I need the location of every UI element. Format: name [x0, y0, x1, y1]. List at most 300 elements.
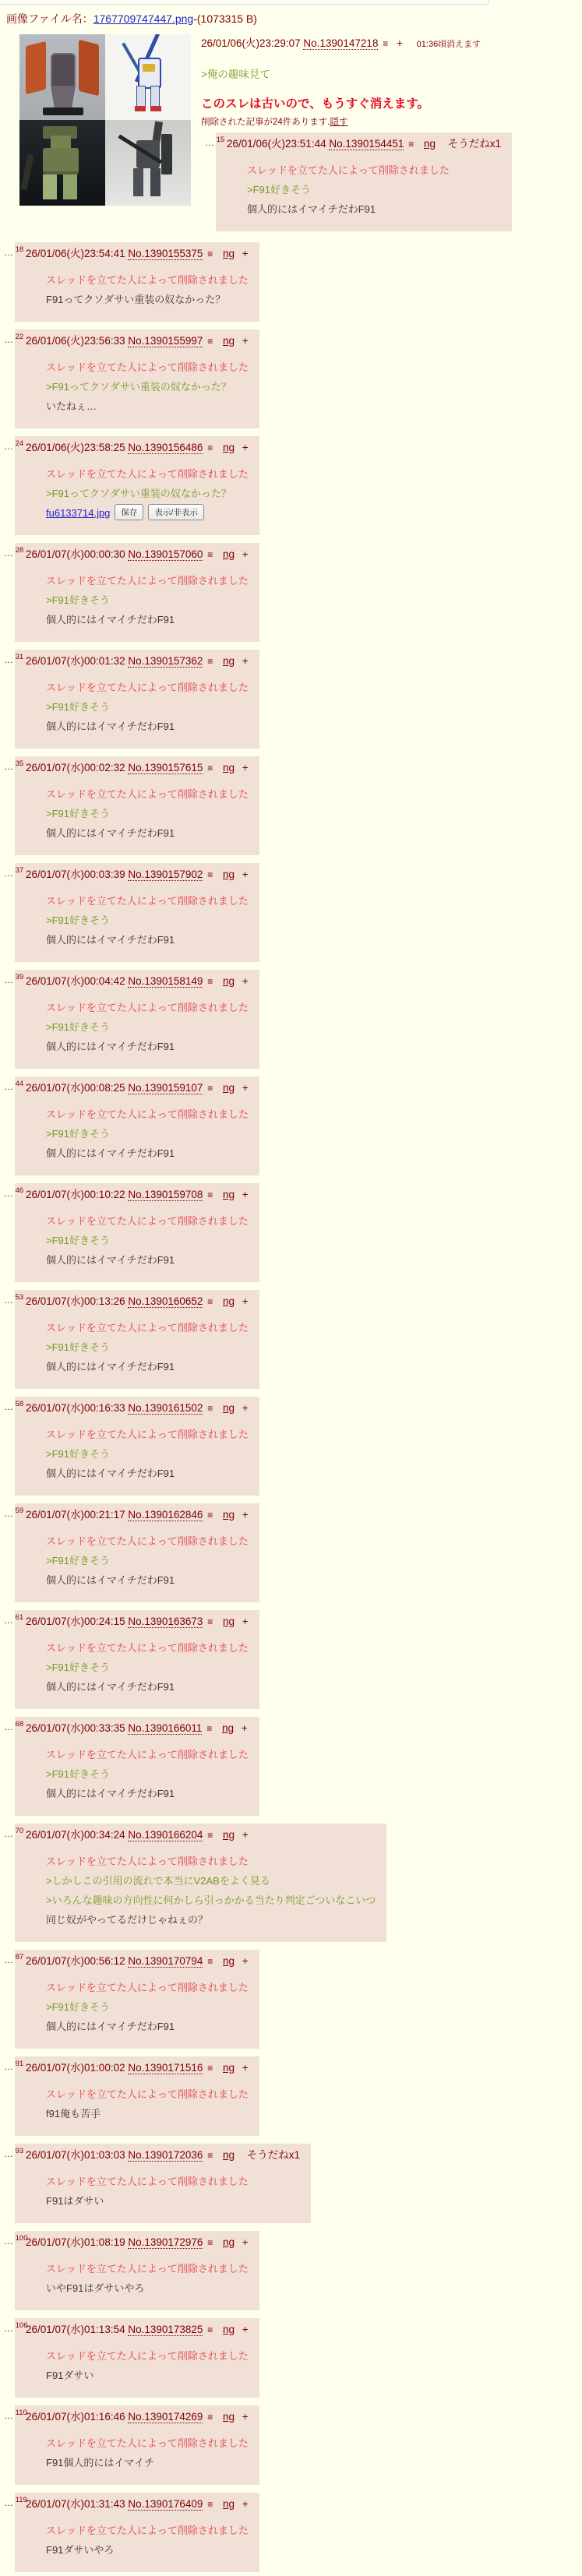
op-thumbnail-photo-grey-mecha	[105, 120, 191, 206]
reply-date: 26/01/06(火)23:56:33	[26, 335, 129, 347]
ng-link[interactable]: ng	[423, 138, 436, 150]
reply-post-number[interactable]: No.1390171516	[128, 2062, 203, 2074]
reply-post-number[interactable]: No.1390161502	[128, 1402, 203, 1414]
post-menu-icon[interactable]: ≡	[383, 38, 388, 49]
reply-date: 26/01/07(水)00:04:42	[26, 975, 129, 987]
reply-post	[4, 1610, 259, 1709]
deleted-notice-line: スレッドを立てた人によって削除されました	[46, 1982, 249, 1993]
post-menu-icon[interactable]: ≡	[207, 1296, 213, 1307]
quote-line: >F91好きそう	[46, 1128, 110, 1140]
file-link[interactable]: 1767709747447.png	[93, 12, 194, 25]
ng-link[interactable]: ng	[222, 869, 235, 880]
deleted-notice-line: スレッドを立てた人によって削除されました	[46, 2437, 249, 2449]
reply-header	[26, 1719, 249, 1735]
reply-body	[46, 891, 249, 950]
reply-body	[46, 1105, 249, 1163]
op-quote-text: >俺の趣味見て	[201, 69, 270, 80]
reply-post-number[interactable]: No.1390166011	[128, 1722, 203, 1734]
ng-link[interactable]: ng	[222, 1189, 235, 1200]
body-text-line: 同じ奴がやってるだけじゃねぇの？	[46, 1914, 209, 1926]
reply-counter: … $^{37}$	[4, 866, 24, 879]
deleted-notice-line: スレッドを立てた人によって削除されました	[46, 2263, 249, 2275]
ng-link[interactable]: ng	[222, 762, 235, 774]
quote-line: >F91好きそう	[46, 701, 110, 713]
reply-body	[46, 1978, 249, 2036]
reply-post	[205, 132, 512, 231]
reply-header	[26, 2321, 249, 2336]
body-text-line: 個人的にはイマイチだわF91	[46, 2021, 175, 2032]
ng-link[interactable]: ng	[222, 2411, 235, 2423]
reply-date: 26/01/07(水)00:16:33	[26, 1402, 129, 1414]
thread-expiry-warning: このスレは古いので、もうすぐ消えます。	[201, 97, 429, 111]
reply-body	[46, 1318, 249, 1376]
sodane-plus-button[interactable]: +	[242, 655, 249, 667]
reply-post-number[interactable]: No.1390173825	[128, 2324, 203, 2335]
post-menu-icon[interactable]: ≡	[207, 336, 213, 347]
ng-link[interactable]: ng	[222, 248, 235, 259]
reply-post	[4, 543, 259, 642]
reply-body	[46, 1531, 249, 1590]
reply-post-number[interactable]: No.1390157615	[128, 762, 203, 774]
reply-post-number[interactable]: No.1390172976	[128, 2236, 203, 2248]
post-menu-icon[interactable]: ≡	[207, 2324, 213, 2335]
toggle-visibility-button[interactable]: 表示/非表示	[148, 504, 203, 520]
reply-post-number[interactable]: No.1390172036	[128, 2149, 203, 2161]
deleted-notice-line: スレッドを立てた人によって削除されました	[46, 1429, 249, 1440]
ng-link[interactable]: ng	[222, 1295, 235, 1307]
deleted-notice-line: スレッドを立てた人によって削除されました	[46, 2088, 249, 2100]
reply-post-number[interactable]: No.1390174269	[128, 2411, 203, 2423]
deleted-notice-line: スレッドを立てた人によって削除されました	[46, 682, 249, 693]
sodane-plus-button[interactable]: +	[242, 1082, 249, 1094]
deleted-notice-line: スレッドを立てた人によって削除されました	[46, 575, 249, 587]
reply-header	[26, 1826, 376, 1841]
reply-post-number[interactable]: No.1390155997	[128, 335, 203, 347]
post-menu-icon[interactable]: ≡	[207, 2237, 213, 2248]
reply-body	[46, 2084, 249, 2123]
ng-link[interactable]: ng	[222, 1829, 235, 1841]
reply-counter: … $^{24}$	[4, 439, 24, 452]
sodane-plus-button[interactable]: +	[242, 1402, 249, 1414]
body-text-line: 個人的にはイマイチだわF91	[46, 721, 175, 732]
reply-body	[46, 678, 249, 736]
quote-line: >いろんな趣味の方向性に何かしら引っかかる当たり判定ごついなこいつ	[46, 1894, 376, 1906]
reply-counter: … $^{46}$	[4, 1186, 24, 1199]
reply-counter: … $^{100}$	[4, 2234, 28, 2247]
original-post	[0, 34, 582, 231]
reply-post	[4, 2493, 259, 2572]
attached-file-line	[46, 503, 249, 523]
post-menu-icon[interactable]: ≡	[207, 248, 213, 259]
reply-body	[46, 1852, 376, 1929]
reply-post-number[interactable]: No.1390159708	[128, 1189, 203, 1200]
body-text-line: f91俺も苦手	[46, 2108, 101, 2120]
body-text-line: 個人的にはイマイチだわF91	[46, 1041, 175, 1052]
reply-post	[4, 1183, 259, 1282]
reply-body	[46, 1211, 249, 1270]
reply-body	[46, 1745, 249, 1803]
sodane-plus-button[interactable]: +	[242, 762, 249, 774]
post-menu-icon[interactable]: ≡	[207, 1956, 213, 1967]
reply-post	[4, 2144, 311, 2223]
ng-link[interactable]: ng	[222, 1402, 235, 1414]
sodane-count[interactable]: そうだねx1	[447, 138, 502, 150]
deleted-notice-line: スレッドを立てた人によって削除されました	[46, 274, 249, 286]
quote-line: >F91好きそう	[46, 1555, 110, 1566]
body-text-line: F91個人的にはイマイチ	[46, 2457, 155, 2469]
reply-post-number[interactable]: No.1390157362	[128, 655, 203, 667]
reply-post-number[interactable]: No.1390166204	[128, 1829, 203, 1841]
reply-date: 26/01/07(水)00:00:30	[26, 548, 129, 560]
body-text-line: 個人的にはイマイチだわF91	[46, 1468, 175, 1479]
sodane-plus-button[interactable]: +	[242, 1829, 249, 1841]
reply-date: 26/01/06(火)23:54:41	[26, 248, 129, 259]
reply-header	[26, 2233, 249, 2249]
reply-post-number[interactable]: No.1390157902	[128, 869, 203, 880]
reply-post-number[interactable]: No.1390159107	[128, 1082, 203, 1094]
reply-post	[4, 1717, 259, 1816]
reply-post-number[interactable]: No.1390156486	[128, 442, 203, 453]
reply-header	[26, 2408, 249, 2423]
reply-counter: … $^{22}$	[4, 333, 24, 345]
reply-header	[227, 135, 501, 150]
body-text-line: 個人的にはイマイチだわF91	[46, 827, 175, 839]
attached-file-link[interactable]: fu6133714.jpg	[46, 507, 111, 519]
reply-counter: … $^{15}$	[205, 136, 225, 148]
body-text-line: F91ダサいやろ	[46, 2544, 115, 2556]
sodane-plus-button[interactable]: +	[242, 548, 249, 560]
quote-line: >F91好きそう	[46, 1768, 110, 1780]
file-size: -(1073315 B)	[193, 12, 257, 25]
post-menu-icon[interactable]: ≡	[207, 869, 213, 880]
reply-header	[26, 1186, 249, 1201]
deleted-notice-line: スレッドを立てた人によって削除されました	[46, 1749, 249, 1760]
reply-counter: … $^{31}$	[4, 653, 24, 665]
sodane-count[interactable]: そうだねx1	[246, 2149, 301, 2161]
quote-line: >F91好きそう	[247, 184, 311, 196]
reply-body	[46, 2521, 249, 2560]
body-text-line: いたねぇ…	[46, 400, 97, 412]
deleted-notice-line: スレッドを立てた人によって削除されました	[46, 361, 249, 373]
op-thumbnail-photo-blue-gundam	[105, 34, 191, 120]
reply-post-number[interactable]: No.1390162846	[128, 1509, 203, 1521]
reply-date: 26/01/07(水)01:31:43	[26, 2498, 129, 2510]
ng-link[interactable]: ng	[222, 1616, 235, 1627]
body-text-line: 個人的にはイマイチだわF91	[46, 1254, 175, 1266]
post-menu-icon[interactable]: ≡	[207, 442, 213, 453]
deleted-notice-line: スレッドを立てた人によって削除されました	[46, 1002, 249, 1013]
reply-header	[26, 1952, 249, 1968]
post-menu-icon[interactable]: ≡	[207, 1616, 213, 1627]
reply-body	[46, 998, 249, 1056]
body-text-line: 個人的にはイマイチだわF91	[46, 1681, 175, 1693]
body-text-line: 個人的にはイマイチだわF91	[46, 1147, 175, 1159]
deleted-notice-line: スレッドを立てた人によって削除されました	[46, 1108, 249, 1120]
reply-body	[46, 1638, 249, 1697]
post-menu-icon[interactable]: ≡	[207, 2150, 213, 2161]
post-menu-icon[interactable]: ≡	[207, 1830, 213, 1841]
reply-header	[26, 2146, 300, 2162]
reply-header	[26, 245, 249, 260]
reply-header	[26, 759, 249, 774]
op-thumbnail-photo-red-gundam	[19, 34, 105, 120]
reply-date: 26/01/07(水)01:03:03	[26, 2149, 129, 2161]
deleted-notice-line: スレッドを立てた人によって削除されました	[46, 1535, 249, 1547]
body-text-line: F91ダサい	[46, 2370, 94, 2381]
reply-post	[4, 1824, 386, 1942]
op-date: 26/01/06(火)23:29:07	[201, 37, 301, 49]
body-text-line: いやF91はダサいやろ	[46, 2282, 145, 2294]
post-menu-icon[interactable]: ≡	[207, 976, 213, 987]
reply-post	[4, 1397, 259, 1496]
reply-post-number[interactable]: No.1390176409	[128, 2498, 203, 2510]
reply-date: 26/01/07(水)01:13:54	[26, 2324, 129, 2335]
body-text-line: 個人的にはイマイチだわF91	[46, 934, 175, 946]
reply-body	[46, 2433, 249, 2472]
reply-counter: … $^{106}$	[4, 2321, 28, 2334]
sodane-plus-button[interactable]: +	[242, 2498, 249, 2510]
reply-counter: … $^{28}$	[4, 546, 24, 559]
sodane-plus-button[interactable]: +	[242, 248, 249, 259]
reply-date: 26/01/07(水)00:56:12	[26, 1955, 129, 1967]
post-menu-icon[interactable]: ≡	[408, 139, 414, 150]
sodane-plus-button[interactable]: +	[242, 2062, 249, 2074]
post-menu-icon[interactable]: ≡	[207, 549, 213, 560]
reply-list	[0, 241, 582, 2572]
body-text-line: 個人的にはイマイチだわF91	[46, 1574, 175, 1586]
reply-post	[4, 863, 259, 962]
quote-line: >F91好きそう	[46, 808, 110, 819]
reply-post	[4, 2056, 259, 2136]
ng-link[interactable]: ng	[222, 655, 235, 667]
deleted-notice-line: スレッドを立てた人によって削除されました	[46, 468, 249, 480]
quote-line: >しかしこの引用の流れで本当にV2ABをよく見る	[46, 1875, 270, 1887]
reply-date: 26/01/07(水)00:08:25	[26, 1082, 129, 1094]
deleted-notice-line: スレッドを立てた人によって削除されました	[46, 2350, 249, 2362]
op-expiry-text: 01:36頃消えます	[416, 40, 481, 49]
sodane-plus-button[interactable]: +	[242, 442, 249, 453]
reply-counter: … $^{87}$	[4, 1953, 24, 1965]
reply-header	[26, 1292, 249, 1308]
reply-date: 26/01/07(水)00:21:17	[26, 1509, 129, 1521]
reply-counter: … $^{91}$	[4, 2060, 24, 2072]
deleted-notice-line: スレッドを立てた人によって削除されました	[247, 164, 450, 176]
deleted-count-text: 削除された記事が24件あります.	[201, 118, 330, 127]
reply-date: 26/01/07(水)00:03:39	[26, 869, 129, 880]
op-thumbnail-photo-green-mecha	[19, 120, 105, 206]
ng-link[interactable]: ng	[222, 2149, 235, 2161]
quote-line: >F91好きそう	[46, 1662, 110, 1673]
deleted-notice-line: スレッドを立てた人によって削除されました	[46, 2525, 249, 2536]
reply-post	[4, 436, 259, 535]
sodane-plus-button[interactable]: +	[242, 2236, 249, 2248]
quote-line: >F91ってクソダサい重装の奴なかった？	[46, 488, 231, 499]
reply-body	[46, 2346, 249, 2385]
reply-post	[4, 2405, 259, 2485]
reply-header	[26, 545, 249, 561]
ng-link[interactable]: ng	[222, 2324, 235, 2335]
ng-link[interactable]: ng	[222, 2236, 235, 2248]
reply-date: 26/01/07(水)00:02:32	[26, 762, 129, 774]
reply-counter: … $^{58}$	[4, 1400, 24, 1412]
post-menu-icon[interactable]: ≡	[206, 1723, 212, 1734]
body-text-line: 個人的にはイマイチだわF91	[46, 614, 175, 625]
post-menu-icon[interactable]: ≡	[207, 1083, 213, 1094]
reply-post	[4, 1950, 259, 2049]
reply-post-number[interactable]: No.1390158149	[128, 975, 203, 987]
reply-post-number[interactable]: No.1390157060	[128, 548, 203, 560]
sodane-plus-button[interactable]: +	[242, 1189, 249, 1200]
ng-link[interactable]: ng	[222, 1509, 235, 1521]
deleted-notice-line: スレッドを立てた人によって削除されました	[46, 1322, 249, 1334]
reply-body	[46, 2172, 300, 2211]
reply-header	[26, 2059, 249, 2074]
ng-link[interactable]: ng	[222, 442, 235, 453]
reply-counter: … $^{93}$	[4, 2147, 24, 2159]
post-menu-icon[interactable]: ≡	[207, 1510, 213, 1521]
reply-post	[4, 1503, 259, 1602]
ng-link[interactable]: ng	[222, 975, 235, 987]
reply-counter: … $^{35}$	[4, 759, 24, 772]
save-button[interactable]: 保存	[115, 504, 143, 520]
reply-counter: … $^{68}$	[4, 1720, 24, 1732]
reply-post	[4, 1077, 259, 1175]
ng-link[interactable]: ng	[222, 548, 235, 560]
reply-post	[4, 1290, 259, 1389]
post-menu-icon[interactable]: ≡	[207, 2412, 213, 2423]
reply-counter: … $^{18}$	[4, 245, 24, 258]
reply-counter: … $^{44}$	[4, 1080, 24, 1092]
deleted-notice-line: スレッドを立てた人によって削除されました	[46, 788, 249, 800]
file-info-line	[6, 11, 582, 26]
quote-line: >F91好きそう	[46, 1341, 110, 1353]
op-sodane-plus-button[interactable]: +	[397, 37, 403, 49]
body-text-line: 個人的にはイマイチだわF91	[247, 203, 376, 215]
reply-date: 26/01/07(水)00:01:32	[26, 655, 129, 667]
reply-post-number[interactable]: No.1390160652	[128, 1295, 203, 1307]
ng-link[interactable]: ng	[222, 2498, 235, 2510]
body-text-line: F91ってクソダサい重装の奴なかった？	[46, 294, 226, 305]
post-menu-icon[interactable]: ≡	[207, 1403, 213, 1414]
deleted-notice-line: スレッドを立てた人によって削除されました	[46, 1855, 249, 1867]
quote-line: >F91好きそう	[46, 1448, 110, 1460]
quote-line: >F91好きそう	[46, 1235, 110, 1246]
reply-header	[26, 652, 249, 668]
reply-date: 26/01/07(水)01:16:46	[26, 2411, 129, 2423]
reply-post-number[interactable]: No.1390155375	[128, 248, 203, 259]
reply-body	[46, 2259, 249, 2298]
reply-body	[46, 571, 249, 629]
quote-line: >F91好きそう	[46, 594, 110, 606]
sodane-plus-button[interactable]: +	[242, 2324, 249, 2335]
reply-date: 26/01/06(火)23:51:44	[227, 138, 330, 150]
reply-post	[4, 2318, 259, 2398]
reply-counter: … $^{59}$	[4, 1506, 24, 1519]
reply-counter: … $^{53}$	[4, 1293, 24, 1306]
reply-post	[4, 650, 259, 749]
reply-post	[4, 970, 259, 1069]
reply-post-number[interactable]: No.1390170794	[128, 1955, 203, 1967]
post-menu-icon[interactable]: ≡	[207, 656, 213, 667]
reply-header	[26, 865, 249, 881]
sodane-plus-button[interactable]: +	[242, 1295, 249, 1307]
post-menu-icon[interactable]: ≡	[207, 2063, 213, 2074]
reply-post	[4, 242, 259, 322]
reply-date: 26/01/07(水)00:10:22	[26, 1189, 129, 1200]
op-post-number[interactable]: No.1390147218	[303, 37, 379, 49]
sodane-plus-button[interactable]: +	[242, 1955, 249, 1967]
quote-line: >F91ってクソダサい重装の奴なかった？	[46, 381, 231, 393]
sodane-plus-button[interactable]: +	[242, 335, 249, 347]
sodane-plus-button[interactable]: +	[242, 2411, 249, 2423]
reply-post-number[interactable]: No.1390163673	[128, 1616, 203, 1627]
reply-body	[46, 464, 249, 523]
reply-body	[46, 358, 249, 416]
op-thumbnail[interactable]	[19, 34, 191, 206]
ng-link[interactable]: ng	[222, 1082, 235, 1094]
reply-date: 26/01/07(水)00:33:35	[26, 1722, 129, 1734]
reply-header	[26, 972, 249, 988]
post-menu-icon[interactable]: ≡	[207, 763, 213, 774]
reply-post	[4, 756, 259, 855]
reply-date: 26/01/06(火)23:58:25	[26, 442, 129, 453]
body-text-line: 個人的にはイマイチだわF91	[46, 1788, 175, 1799]
deleted-notice-line: スレッドを立てた人によって削除されました	[46, 1642, 249, 1654]
reply-date: 26/01/07(水)00:34:24	[26, 1829, 129, 1841]
ng-link[interactable]: ng	[222, 335, 235, 347]
sodane-plus-button[interactable]: +	[242, 1509, 249, 1521]
reply-header	[26, 1079, 249, 1094]
reply-post	[4, 2231, 259, 2310]
reply-body	[46, 1425, 249, 1483]
reply-header	[26, 1612, 249, 1628]
quote-line: >F91好きそう	[46, 914, 110, 926]
reply-body	[247, 160, 501, 219]
deleted-notice-line: スレッドを立てた人によって削除されました	[46, 1215, 249, 1227]
reply-body	[46, 784, 249, 843]
ng-link[interactable]: ng	[221, 1722, 235, 1734]
reply-counter: … $^{61}$	[4, 1613, 24, 1626]
body-text-line: 個人的にはイマイチだわF91	[46, 1361, 175, 1373]
reply-header	[26, 1399, 249, 1415]
reply-post	[4, 329, 259, 428]
ng-link[interactable]: ng	[222, 2062, 235, 2074]
file-label: 画像ファイル名：	[6, 12, 93, 25]
reply-date: 26/01/07(水)00:24:15	[26, 1616, 129, 1627]
reply-counter: … $^{119}$	[4, 2496, 27, 2508]
reply-header	[26, 2495, 249, 2511]
post-menu-icon[interactable]: ≡	[207, 2499, 213, 2510]
sodane-plus-button[interactable]: +	[242, 1616, 249, 1627]
quote-line: >F91好きそう	[46, 1021, 110, 1033]
reply-date: 26/01/07(水)01:08:19	[26, 2236, 129, 2248]
ng-link[interactable]: ng	[222, 1955, 235, 1967]
sodane-plus-button[interactable]: +	[242, 975, 249, 987]
browser-edge-strip	[0, 0, 489, 5]
post-menu-icon[interactable]: ≡	[207, 1189, 213, 1200]
reply-body	[46, 270, 249, 309]
reply-header	[26, 332, 249, 347]
deleted-notice-line: スレッドを立てた人によって削除されました	[46, 2176, 249, 2187]
reply-date: 26/01/07(水)00:13:26	[26, 1295, 129, 1307]
quote-line: >F91好きそう	[46, 2001, 110, 2013]
reply-header	[26, 1506, 249, 1521]
reply-post-number[interactable]: No.1390154451	[329, 138, 404, 150]
sodane-plus-button[interactable]: +	[241, 1722, 248, 1734]
hide-deleted-link[interactable]: 隠す	[330, 118, 348, 127]
reply-counter: … $^{39}$	[4, 973, 24, 985]
sodane-plus-button[interactable]: +	[242, 869, 249, 880]
